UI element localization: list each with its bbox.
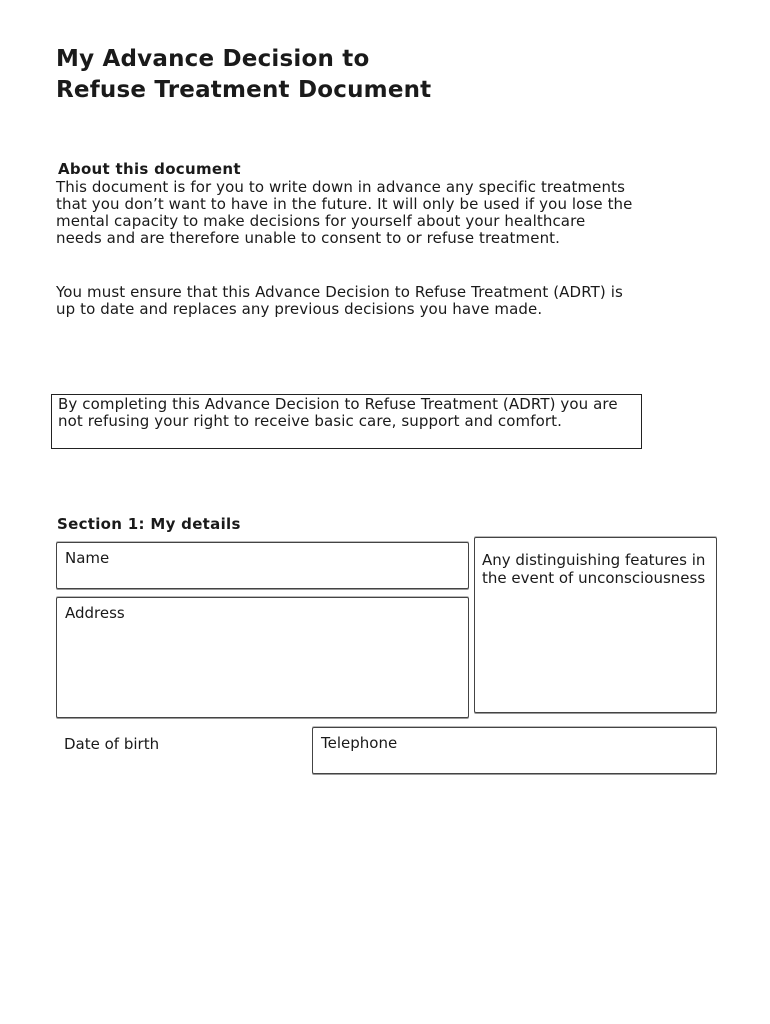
section-1-heading: Section 1: My details <box>57 515 241 533</box>
notice-box: By completing this Advance Decision to Refuse Treatment (ADRT) you are not refusing your right to receive basic care, support and comfort. <box>51 394 642 449</box>
date-of-birth-label: Date of birth <box>64 735 160 753</box>
page-title-line-1: My Advance Decision to <box>56 46 370 72</box>
distinguishing-features-label-line-2: the event of unconsciousness <box>482 569 706 587</box>
name-field[interactable] <box>56 542 469 589</box>
telephone-field-label: Telephone <box>321 734 398 752</box>
about-paragraph-1: This document is for you to write down in advance any specific treatments that you don’t want to have in the future. It will only be used if you lose the mental capacity to make decisions for yourself about your healthcare needs and are therefore unable to consent to or refuse treatment. <box>56 178 633 247</box>
about-paragraph-2: You must ensure that this Advance Decision to Refuse Treatment (ADRT) is up to date and replaces any previous decisions you have made. <box>56 283 623 318</box>
name-field-label: Name <box>65 549 110 567</box>
address-field-label: Address <box>65 604 125 622</box>
telephone-field[interactable] <box>312 727 717 774</box>
distinguishing-features-label-line-1: Any distinguishing features in <box>482 551 706 569</box>
address-field[interactable] <box>56 597 469 718</box>
page-title-line-2: Refuse Treatment Document <box>56 77 432 103</box>
about-heading: About this document <box>58 160 241 178</box>
page-title <box>56 44 431 106</box>
distinguishing-features-field[interactable] <box>474 537 717 713</box>
